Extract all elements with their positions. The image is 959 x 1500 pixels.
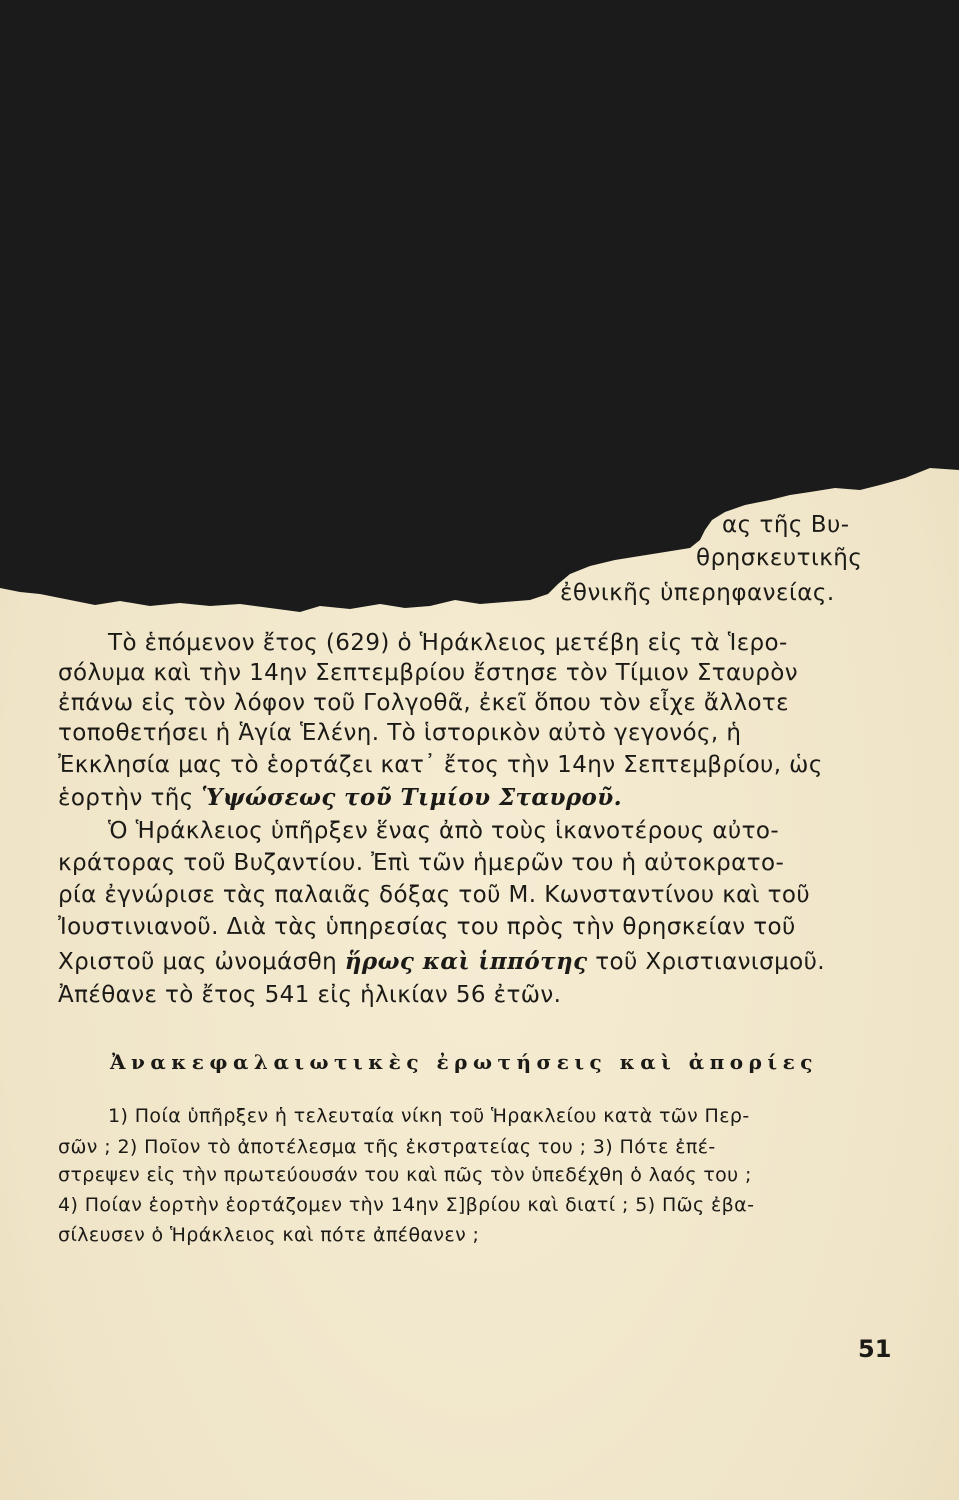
question-line: 4) Ποίαν ἑορτὴν ἑορτάζομεν τὴν 14ην Σ]βρίου καὶ διατί ; 5) Πῶς ἐβα- [58,1194,755,1216]
paragraph2-line: κράτορας τοῦ Βυζαντίου. Ἐπὶ τῶν ἡμερῶν του ἡ αὐτοκρατο- [58,850,785,876]
question-line: στρεψεν εἰς τὴν πρωτεύουσάν του καὶ πῶς τὸν ὑπεδέχθη ὁ λαός του ; [58,1164,752,1186]
paragraph2-line-hero [58,948,828,975]
question-line: 1) Ποία ὑπῆρξεν ἡ τελευταία νίκη τοῦ Ἡρακλείου κατὰ τῶν Περ- [108,1105,750,1127]
review-questions-heading: Ἀνακεφαλαιωτικὲς ἐρωτήσεις καὶ ἀπορίες [110,1050,818,1074]
paragraph-line-feast [58,784,828,811]
paragraph-line: τοποθετήσει ἡ Ἁγία Ἑλένη. Τὸ ἱστορικὸν αὐτὸ γεγονός, ἡ [58,720,742,746]
paragraph2-line: Ὁ Ἡράκλειος ὑπῆρξεν ἕνας ἀπὸ τοὺς ἱκανοτέρους αὐτο- [108,818,780,844]
hero-title: ἥρως καὶ ἱππότης [344,948,588,975]
partial-line-1: ας τῆς Βυ- [722,512,850,538]
paragraph2-line-death: Ἀπέθανε τὸ ἔτος 541 εἰς ἡλικίαν 56 ἐτῶν. [58,982,562,1008]
paragraph-line: ἐπάνω εἰς τὸν λόφον τοῦ Γολγοθᾶ, ἐκεῖ ὅπου τὸν εἶχε ἄλλοτε [58,690,789,716]
partial-line-3: ἐθνικῆς ὑπερηφανείας. [560,580,835,606]
hero-prefix: Χριστοῦ μας ὠνομάσθη [58,949,345,975]
paragraph2-line: ρία ἐγνώρισε τὰς παλαιᾶς δόξας τοῦ Μ. Κωνσταντίνου καὶ τοῦ [58,882,811,908]
paragraph2-line: Ἰουστινιανοῦ. Διὰ τὰς ὑπηρεσίας του πρὸς τὴν θρησκείαν τοῦ [58,914,796,940]
feast-prefix: ἑορτὴν τῆς [58,785,202,811]
paragraph-line: Τὸ ἑπόμενον ἔτος (629) ὁ Ἡράκλειος μετέβη εἰς τὰ Ἱερο- [108,630,788,656]
dark-cover-overlay [0,0,959,640]
hero-suffix: τοῦ Χριστιανισμοῦ. [587,949,826,975]
paragraph-line: σόλυμα καὶ τὴν 14ην Σεπτεμβρίου ἔστησε τὸν Τίμιον Σταυρὸν [58,660,799,686]
feast-name: Ὑψώσεως τοῦ Τιμίου Σταυροῦ. [201,784,623,811]
question-line: σίλευσεν ὁ Ἡράκλειος καὶ πότε ἀπέθανεν ; [58,1224,480,1246]
page-number: 51 [858,1335,892,1363]
question-line: σῶν ; 2) Ποῖον τὸ ἀποτέλεσμα τῆς ἐκστρατείας του ; 3) Πότε ἐπέ- [58,1136,716,1158]
partial-line-2: θρησκευτικῆς [696,545,863,571]
paragraph-line: Ἐκκλησία μας τὸ ἑορτάζει κατ᾽ ἔτος τὴν 14ην Σεπτεμβρίου, ὡς [58,752,823,778]
